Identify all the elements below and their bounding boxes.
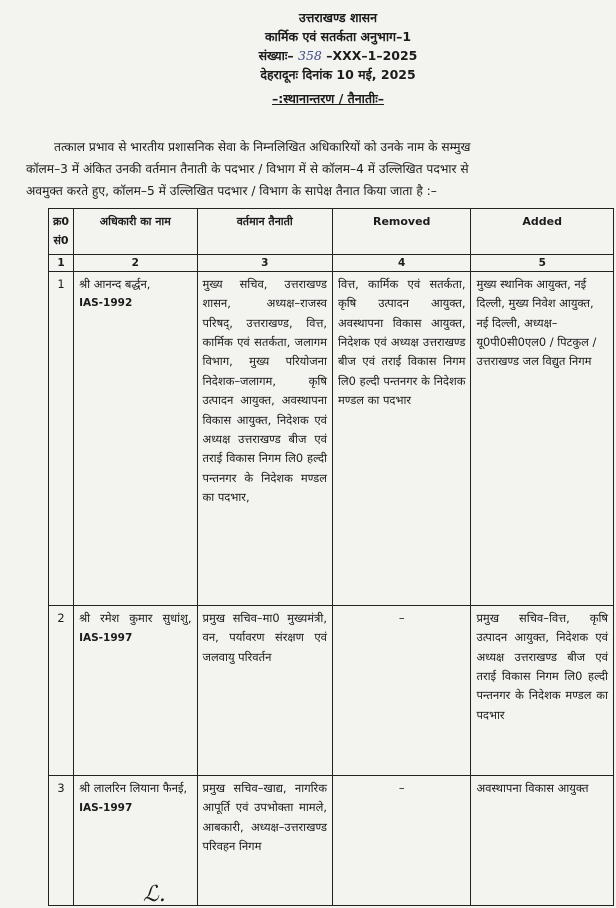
department-name: कार्मिक एवं सतर्कता अनुभाग–1 — [264, 29, 412, 44]
reference-number — [60, 46, 616, 65]
officer-name — [74, 271, 197, 605]
officer-name-text: श्री लालरिन लियाना फैनई, — [79, 780, 188, 795]
row-sno: 2 — [49, 605, 74, 775]
handwritten-number: 358 — [298, 48, 322, 63]
officer-name-text: श्री आनन्द बर्द्धन, — [79, 276, 151, 291]
header-current: वर्तमान तैनाती — [197, 209, 332, 255]
added-charge: अवस्थापना विकास आयुक्त — [471, 775, 614, 905]
government-title: उत्तराखण्ड शासन — [298, 10, 378, 25]
initials-mark: ℒ. — [143, 882, 166, 907]
table-row — [49, 775, 614, 905]
officer-name — [74, 605, 197, 775]
officer-name — [74, 775, 197, 905]
current-posting: प्रमुख सचिव–मा0 मुख्यमंत्री, वन, पर्यावरण संरक्षण एवं जलवायु परिवर्तन — [197, 605, 332, 775]
intro-line-3: अवमुक्त करते हुए, कॉलम–5 में उल्लिखित पदभार / विभाग के सापेक्ष तैनात किया जाता है :– — [26, 184, 437, 198]
added-charge: प्रमुख सचिव–वित्त, कृषि उत्पादन आयुक्त, निदेशक एवं अध्यक्ष उत्तराखण्ड बीज एवं तराई विकास निगम लि0 हल्दी पन्तनगर के निदेशक मण्डल का पदभार — [471, 605, 614, 775]
subject-line: –:स्थानान्तरण / तैनातीः– — [271, 91, 385, 106]
intro-line-2: कॉलम–3 में अंकित उनकी वर्तमान तैनाती के पदभार / विभाग में से कॉलम–4 में उल्लिखित पदभार से — [26, 162, 469, 176]
added-charge: मुख्य स्थानिक आयुक्त, नई दिल्ली, मुख्य निवेश आयुक्त, नई दिल्ली, अध्यक्ष–यू0पी0सी0एल0 / पिटकुल / उत्तराखण्ड जल विद्युत निगम — [471, 271, 614, 605]
removed-charge: – — [332, 775, 470, 905]
removed-charge: वित्त, कार्मिक एवं सतर्कता, कृषि उत्पादन आयुक्त, अवस्थापना विकास आयुक्त, निदेशक एवं अध्यक्ष उत्तराखण्ड बीज एवं तराई विकास निगम लि0 हल्दी पन्तनगर के निदेशक मण्डल का पदभार — [332, 271, 470, 605]
removed-charge: – — [332, 605, 470, 775]
current-posting: प्रमुख सचिव–खाद्य, नागरिक आपूर्ति एवं उपभोक्ता मामले, आबकारी, अध्यक्ष–उत्तराखण्ड परिवहन निगम — [197, 775, 332, 905]
officer-batch: IAS-1997 — [79, 802, 133, 815]
row-sno: 1 — [49, 271, 74, 605]
officer-name-text: श्री रमेश कुमार सुधांशु, — [79, 610, 192, 625]
transfer-table — [48, 208, 614, 906]
current-posting: मुख्य सचिव, उत्तराखण्ड शासन, अध्यक्ष–राजस्व परिषद्, उत्तराखण्ड, वित्त, कार्मिक एवं सतर्कता, जलागम विभाग, मुख्य परियोजना निदेशक–जलागम, कृषि उत्पादन आयुक्त, अवस्थापना विकास आयुक्त, निदेशक एवं अध्यक्ष उत्तराखण्ड बीज एवं तराई विकास निगम लि0 हल्दी पन्तनगर के निदेशक मण्डल का पदभार, — [197, 271, 332, 605]
intro-line-1: तत्काल प्रभाव से भारतीय प्रशासनिक सेवा के निम्नलिखित अधिकारियों को उनके नाम के सम्मुख — [54, 140, 471, 154]
officer-batch: IAS-1997 — [79, 632, 133, 645]
date-line: देहरादूनः दिनांक 10 मई, 2025 — [260, 67, 416, 82]
col-number: 3 — [197, 254, 332, 271]
table-header-row — [49, 209, 614, 255]
header-name: अधिकारी का नाम — [74, 209, 197, 255]
number-rest: –XXX–1–2025 — [326, 48, 418, 63]
table-row — [49, 271, 614, 605]
intro-paragraph — [26, 136, 614, 202]
col-number: 5 — [471, 254, 614, 271]
column-number-row — [49, 254, 614, 271]
row-sno: 3 — [49, 775, 74, 905]
header-removed: Removed — [332, 209, 470, 255]
header-sno: क्र0 सं0 — [49, 209, 74, 255]
col-number: 1 — [49, 254, 74, 271]
col-number: 2 — [74, 254, 197, 271]
header-added: Added — [471, 209, 614, 255]
col-number: 4 — [332, 254, 470, 271]
document-header — [60, 0, 616, 84]
number-label: संख्याः– — [258, 48, 294, 63]
officer-batch: IAS-1992 — [79, 297, 133, 310]
table-row — [49, 605, 614, 775]
